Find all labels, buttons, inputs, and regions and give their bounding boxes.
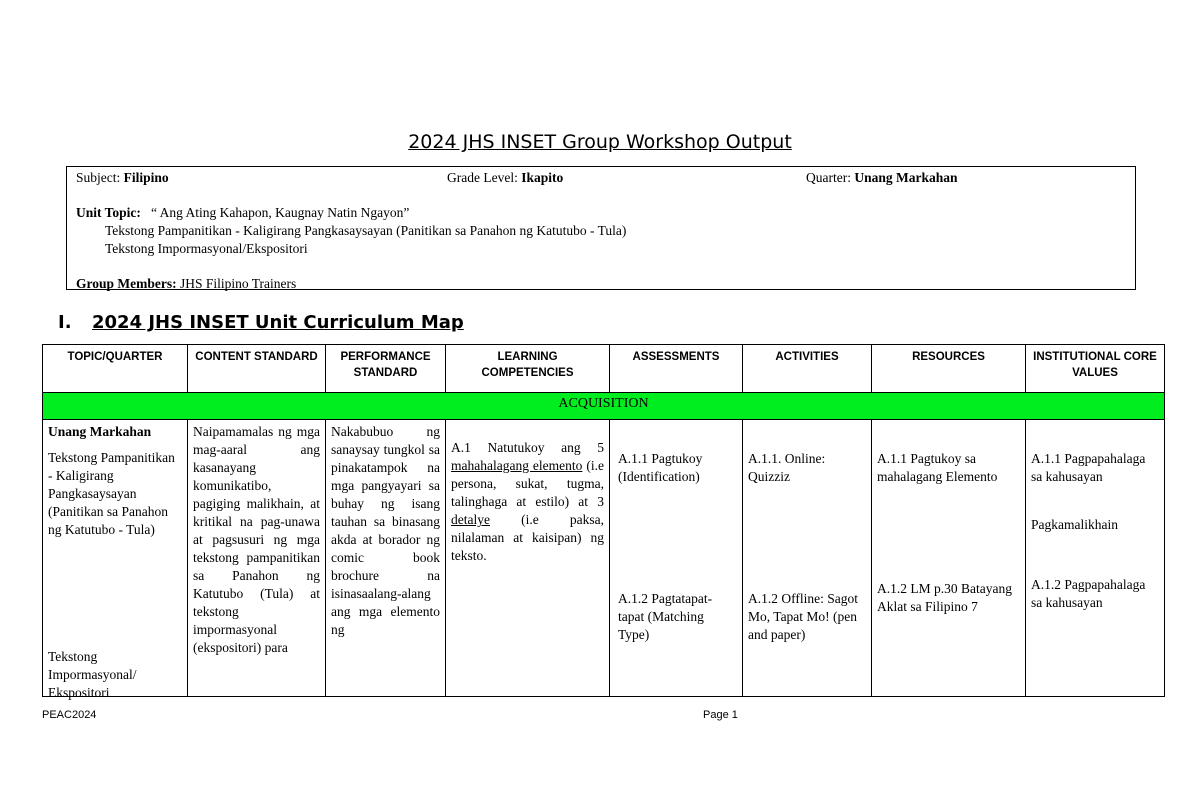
competency-text-3: (i.e paksa, nilalaman at kaisipan) ng teksto.	[451, 512, 604, 563]
value-a2: A.1.2 Pagpapahalaga sa kahusayan	[1031, 577, 1146, 610]
activity-a1: A.1.1. Online: Quizziz	[748, 451, 826, 484]
activities-cell	[743, 420, 872, 697]
acquisition-label: ACQUISITION	[43, 393, 1165, 420]
core-values-cell	[1026, 420, 1165, 697]
value-a1: A.1.1 Pagpapahalaga sa kahusayan	[1031, 451, 1146, 484]
group-members-value: JHS Filipino Trainers	[180, 276, 297, 291]
learning-competencies-cell	[446, 420, 610, 697]
quarter-value: Unang Markahan	[854, 170, 958, 185]
document-title: 2024 JHS INSET Group Workshop Output	[408, 131, 792, 153]
header-institutional-core-values: INSTITUTIONAL CORE VALUES	[1026, 345, 1165, 393]
grade-level-value: Ikapito	[521, 170, 564, 185]
section-heading	[58, 312, 464, 333]
unit-topic-label: Unit Topic:	[76, 205, 141, 220]
resource-a1: A.1.1 Pagtukoy sa mahalagang Elemento	[877, 451, 998, 484]
assessment-a2: A.1.2 Pagtatapat-tapat (Matching Type)	[618, 591, 713, 642]
value-a1-creativity: Pagkamalikhain	[1031, 517, 1118, 532]
section-number: I.	[58, 312, 72, 333]
topic-literary-text: Tekstong Pampanitikan - Kaligirang Pangkasaysayan (Panitikan sa Panahon ng Katutubo - Tula)	[48, 450, 175, 537]
content-standard-cell: Naipamamalas ng mga mag-aaral ang kasanayang komunikatibo, pagiging malikhain, at kritikal na pag-unawa at pagsusuri ng mga tekstong pampanitikan sa Panahon ng Katutubo (Tula) at tekstong impormasyonal (ekspositori) para	[188, 420, 326, 697]
resource-a2: A.1.2 LM p.30 Batayang Aklat sa Filipino 7	[877, 581, 1012, 614]
subject-field	[76, 170, 169, 186]
footer-left: PEAC2024	[42, 709, 97, 721]
unit-topic-value: “ Ang Ating Kahapon, Kaugnay Natin Ngayon”	[151, 205, 410, 220]
grade-level-field	[447, 170, 563, 186]
quarter-field	[806, 170, 958, 186]
unit-topic-line-3: Tekstong Impormasyonal/Ekspositori	[105, 241, 308, 256]
header-topic-quarter: TOPIC/QUARTER	[43, 345, 188, 393]
header-content-standard: CONTENT STANDARD	[188, 345, 326, 393]
competency-a1	[451, 439, 604, 565]
competency-underline-2: detalye	[451, 512, 490, 527]
activity-a2: A.1.2 Offline: Sagot Mo, Tapat Mo! (pen and paper)	[748, 591, 858, 642]
info-box	[66, 166, 1136, 290]
curriculum-map-table	[42, 344, 1165, 700]
subject-value: Filipino	[123, 170, 169, 185]
quarter-label: Quarter:	[806, 170, 851, 185]
header-assessments: ASSESSMENTS	[610, 345, 743, 393]
performance-standard-cell: Nakabubuo ng sanaysay tungkol sa pinakatampok na mga pangyayari sa buhay ng isang tauhan sa binasang akda at borador ng comic book brochure na isinasaalang-alang ang mga elemento ng	[326, 420, 446, 697]
page-number: Page 1	[703, 709, 738, 721]
assessment-a1: A.1.1 Pagtukoy (Identification)	[618, 451, 703, 484]
subject-label: Subject:	[76, 170, 121, 185]
quarter-name: Unang Markahan	[48, 424, 152, 439]
competency-underline-1: mahahalagang elemento	[451, 458, 583, 473]
grade-level-label: Grade Level:	[447, 170, 518, 185]
header-performance-standard: PERFORMANCE STANDARD	[326, 345, 446, 393]
topic-informational-text: Tekstong Impormasyonal/ Ekspositori	[48, 649, 137, 700]
header-learning-competencies: LEARNING COMPETENCIES	[446, 345, 610, 393]
competency-text-2: (i.e persona, sukat, tugma, talinghaga at estilo) at 3	[451, 458, 604, 509]
assessments-cell	[610, 420, 743, 697]
group-members-field	[76, 276, 296, 292]
table-row	[43, 420, 1165, 697]
topic-cell	[43, 420, 188, 700]
unit-topic-line-2: Tekstong Pampanitikan - Kaligirang Pangkasaysayan (Panitikan sa Panahon ng Katutubo - Tula)	[105, 223, 627, 238]
header-activities: ACTIVITIES	[743, 345, 872, 393]
resources-cell	[872, 420, 1026, 697]
header-row	[43, 345, 1165, 393]
group-members-label: Group Members:	[76, 276, 177, 291]
header-resources: RESOURCES	[872, 345, 1026, 393]
acquisition-row	[43, 393, 1165, 420]
section-title: 2024 JHS INSET Unit Curriculum Map	[92, 312, 464, 333]
unit-topic-field	[76, 205, 409, 221]
competency-text-1: A.1 Natutukoy ang 5	[451, 440, 604, 455]
